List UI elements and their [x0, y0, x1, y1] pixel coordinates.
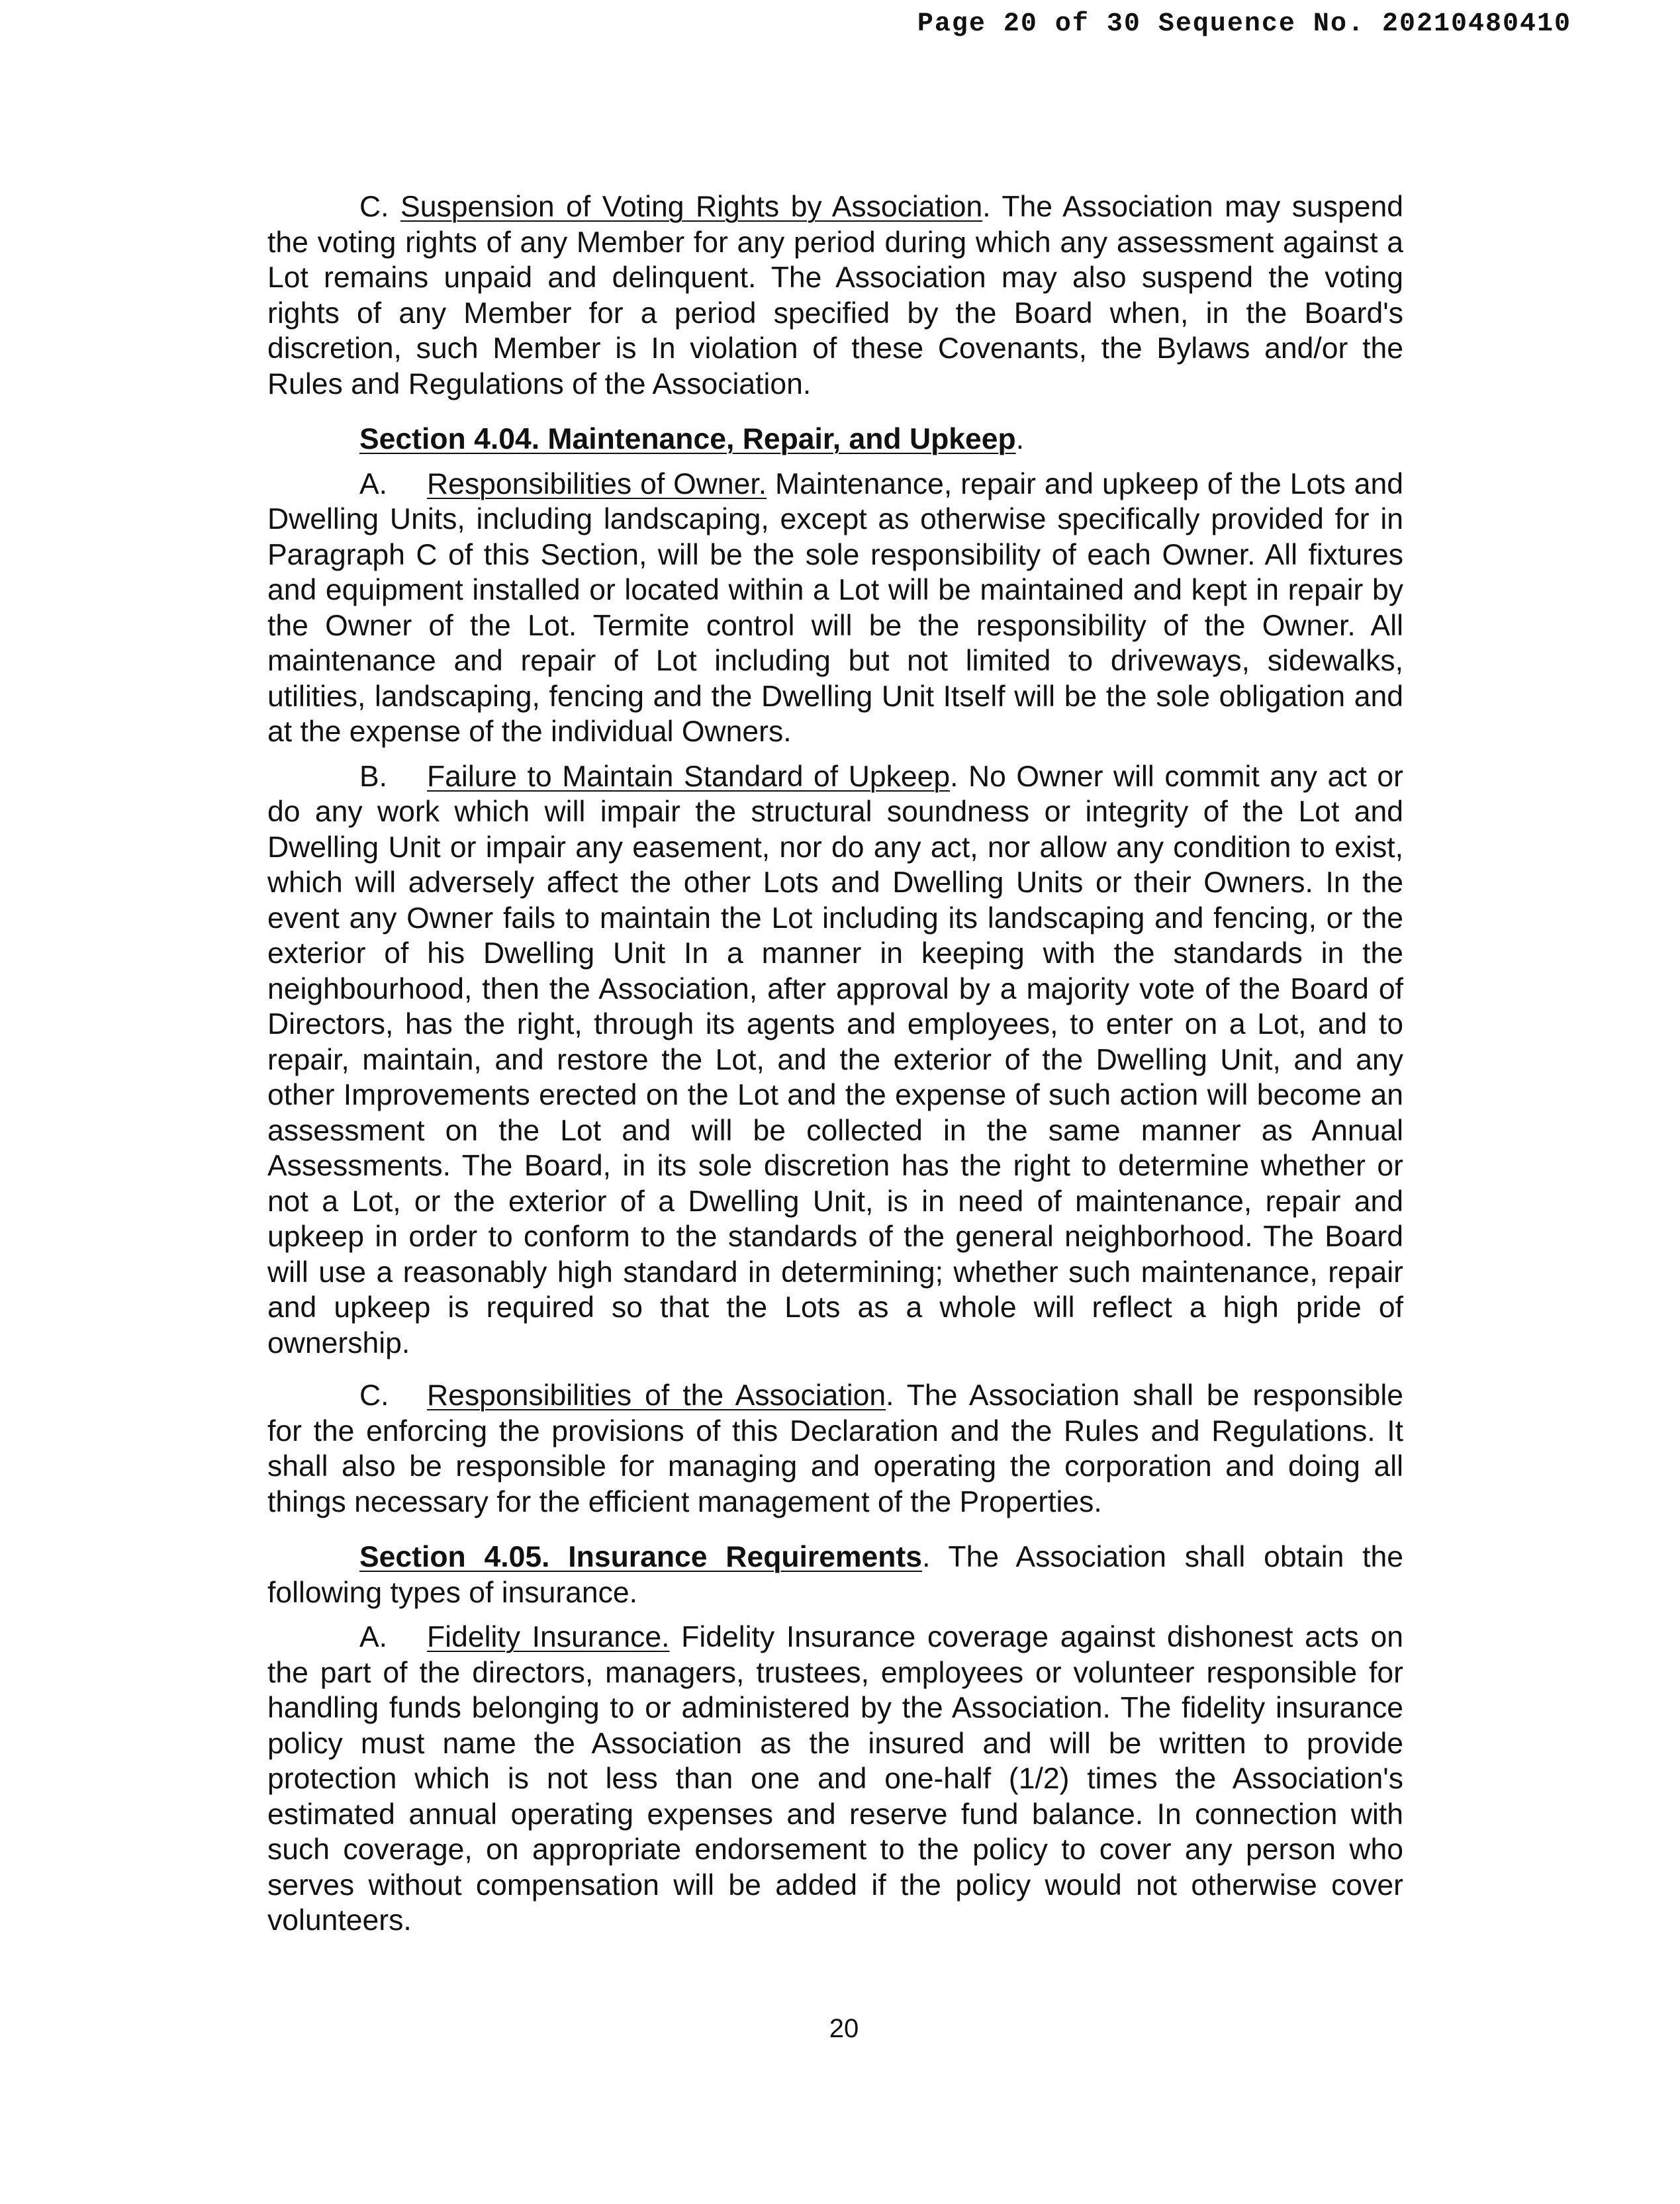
section-intro-text: . The Association shall obtain the following types of insurance.: [267, 1541, 1404, 1609]
sequence-stamp: Page 20 of 30 Sequence No. 20210480410: [917, 9, 1571, 39]
paragraph-label: C.: [359, 191, 401, 223]
paragraph-suspension-voting-rights: [267, 189, 1403, 402]
paragraph-text: . The Association may suspend the voting rights of any Member for any period during which any assessment against a Lot remains unpaid and delinquent. The Association may also suspend the voting rights of any Member for a period specified by the Board when, in the Board's discretion, such Member is In violation of these Covenants, the Bylaws and/or the Rules and Regulations of the Association.: [267, 191, 1403, 400]
paragraph-text: Fidelity Insurance coverage against dishonest acts on the part of the directors, managers, trustees, employees or volunteer responsible for handling funds belonging to or administered by the Association. The fidelity insurance policy must name the Association as the insured and will be written to provide protection which is not less than one and one-half (1/2) times the Association's estimated annual operating expenses and reserve fund balance. In connection with such coverage, on appropriate endorsement to the policy to cover any person who serves without compensation will be added if the policy would not otherwise cover volunteers.: [267, 1621, 1404, 1937]
paragraph-label: C.: [359, 1379, 389, 1412]
document-body: [267, 189, 1403, 1939]
paragraph-text: . No Owner will commit any act or do any work which will impair the structural soundness or integrity of the Lot and Dwelling Unit or impair any easement, nor do any act, nor allow any condition to exist, which will adversely affect the other Lots and Dwelling Units or their Owners. In the event any Owner fails to maintain the Lot including its landscaping and fencing, or the exterior of his Dwelling Unit In a manner in keeping with the standards in the neighbourhood, then the Association, after approval by a majority vote of the Board of Directors, has the right, through its agents and employees, to enter on a Lot, and to repair, maintain, and restore the Lot, and the exterior of the Dwelling Unit, and any other Improvements erected on the Lot and the expense of such action will become an assessment on the Lot and will be collected in the same manner as Annual Assessments. The Board, in its sole discretion has the right to determine whether or not a Lot, or the exterior of a Dwelling Unit, is in need of maintenance, repair and upkeep in order to conform to the standards of the general neighborhood. The Board will use a reasonably high standard in determining; whether such maintenance, repair and upkeep is required so that the Lots as a whole will reflect a high pride of ownership.: [267, 760, 1403, 1359]
section-heading-4-04: [267, 422, 1403, 457]
paragraph-title: Suspension of Voting Rights by Association: [400, 191, 983, 223]
paragraph-failure-to-maintain: [267, 759, 1403, 1361]
paragraph-text: Maintenance, repair and upkeep of the Lots and Dwelling Units, including landscaping, except as otherwise specifically provided for in Paragraph C of this Section, will be the sole responsibility of each Owner. All fixtures and equipment installed or located within a Lot will be maintained and kept in repair by the Owner of the Lot. Termite control will be the responsibility of the Owner. All maintenance and repair of Lot including but not limited to driveways, sidewalks, utilities, landscaping, fencing and the Dwelling Unit Itself will be the sole obligation and at the expense of the individual Owners.: [267, 467, 1403, 748]
paragraph-title: Responsibilities of the Association: [427, 1379, 886, 1412]
paragraph-text: . The Association shall be responsible for the enforcing the provisions of this Declaration and the Rules and Regulations. It shall also be responsible for managing and operating the corporation and doing all things necessary for the efficient management of the Properties.: [267, 1379, 1403, 1518]
paragraph-label: A.: [359, 1621, 388, 1653]
page-number: 20: [829, 2014, 859, 2043]
section-title: Section 4.05. Insurance Requirements: [359, 1541, 923, 1573]
paragraph-label: A.: [359, 467, 388, 500]
paragraph-responsibilities-of-association: [267, 1378, 1403, 1520]
paragraph-title: Responsibilities of Owner.: [427, 467, 767, 500]
paragraph-title: Failure to Maintain Standard of Upkeep: [427, 760, 951, 793]
paragraph-responsibilities-of-owner: [267, 467, 1403, 750]
paragraph-fidelity-insurance: [267, 1620, 1403, 1939]
section-title: Section 4.04. Maintenance, Repair, and Upkeep: [359, 423, 1016, 455]
section-heading-4-05: [267, 1539, 1403, 1610]
paragraph-label: B.: [359, 760, 388, 793]
section-title-suffix: .: [1015, 423, 1025, 455]
paragraph-title: Fidelity Insurance.: [427, 1621, 670, 1653]
